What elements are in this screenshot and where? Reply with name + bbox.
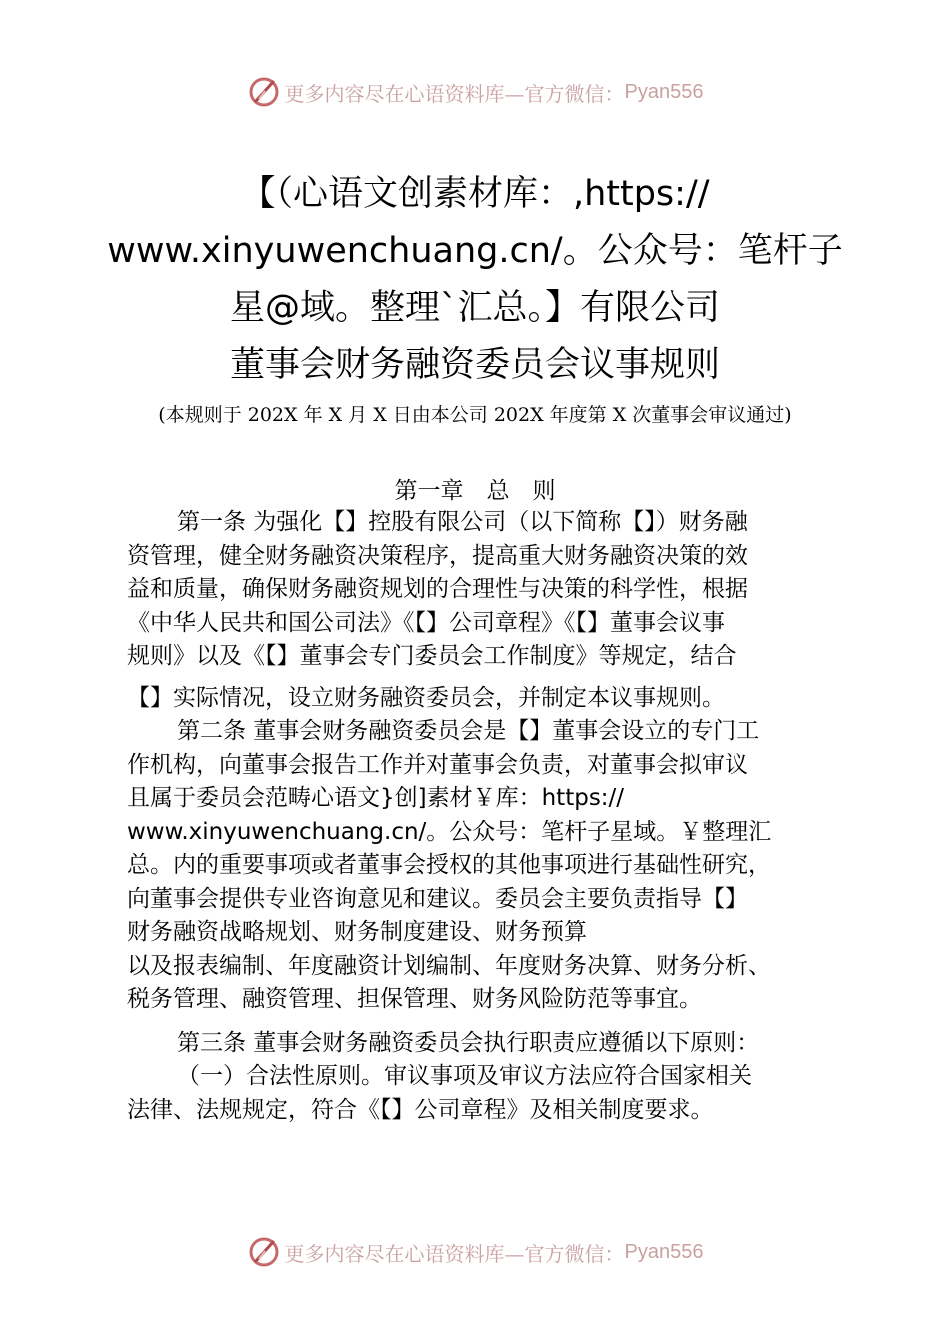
document-title bbox=[100, 166, 850, 394]
header-watermark-banner bbox=[0, 72, 950, 112]
body-line: www.xinyuwenchuang.cn/。公众号：笔杆子星域。￥整理汇 bbox=[127, 818, 772, 845]
body-line: （一）合法性原则。审议事项及审议方法应符合国家相关 bbox=[177, 1063, 752, 1089]
body-line: 资管理，健全财务融资决策程序，提高重大财务融资决策的效 bbox=[127, 542, 748, 569]
body-line: 第一条 为强化【】控股有限公司（以下简称【】）财务融 bbox=[177, 509, 748, 535]
body-line: 【】实际情况，设立财务融资委员会，并制定本议事规则。 bbox=[127, 684, 725, 711]
body-line: 且属于委员会范畴心语文}创]素材￥库：https:// bbox=[127, 785, 625, 811]
pen-logo-icon bbox=[247, 75, 281, 109]
title-line: 星@域。整理`汇总。】有限公司 bbox=[229, 288, 720, 328]
body-line: 规则》以及《【】董事会专门委员会工作制度》等规定，结合 bbox=[127, 643, 737, 669]
title-line: 董事会财务融资委员会议事规则 bbox=[229, 345, 720, 385]
body-line: 税务管理、融资管理、担保管理、财务风险防范等事宜。 bbox=[127, 986, 702, 1012]
banner-text: 更多内容尽在心语资料库—官方微信： bbox=[284, 1241, 625, 1266]
body-line: 总。内的重要事项或者董事会授权的其他事项进行基础性研究， bbox=[127, 852, 771, 878]
body-line: 法律、法规规定，符合《【】公司章程》及相关制度要求。 bbox=[127, 1096, 714, 1123]
banner-wechat-id: Pyan556 bbox=[624, 1240, 704, 1263]
banner-wechat-id: Pyan556 bbox=[624, 80, 704, 103]
body-line: 作机构，向董事会报告工作并对董事会负责，对董事会拟审议 bbox=[127, 751, 748, 778]
banner-text: 更多内容尽在心语资料库—官方微信： bbox=[284, 81, 625, 106]
pen-logo-icon bbox=[247, 1235, 281, 1269]
body-line: 向董事会提供专业咨询意见和建议。委员会主要负责指导【】 bbox=[127, 885, 748, 912]
body-line: 财务融资战略规划、财务制度建设、财务预算 bbox=[127, 919, 587, 945]
body-line: 第二条 董事会财务融资委员会是【】董事会设立的专门工 bbox=[177, 718, 760, 744]
body-line: 以及报表编制、年度融资计划编制、年度财务决算、财务分析、 bbox=[127, 952, 771, 979]
title-line: www.xinyuwenchuang.cn/。公众号：笔杆子 bbox=[107, 231, 843, 271]
body-line: 益和质量，确保财务融资规划的合理性与决策的科学性，根据 bbox=[127, 576, 748, 602]
chapter-heading: 第一章 总 则 bbox=[394, 478, 556, 504]
document-body bbox=[127, 506, 837, 1127]
approval-note: (本规则于 202X 年 X 月 X 日由本公司 202X 年度第 X 次董事会审议通过) bbox=[158, 404, 792, 426]
body-line: 《中华人民共和国公司法》《【】公司章程》《【】董事会议事 bbox=[127, 609, 725, 636]
title-line: 【（心语文创素材库：,https:// bbox=[240, 174, 710, 214]
footer-watermark-banner bbox=[0, 1232, 950, 1272]
body-line: 第三条 董事会财务融资委员会执行职责应遵循以下原则： bbox=[177, 1029, 760, 1056]
